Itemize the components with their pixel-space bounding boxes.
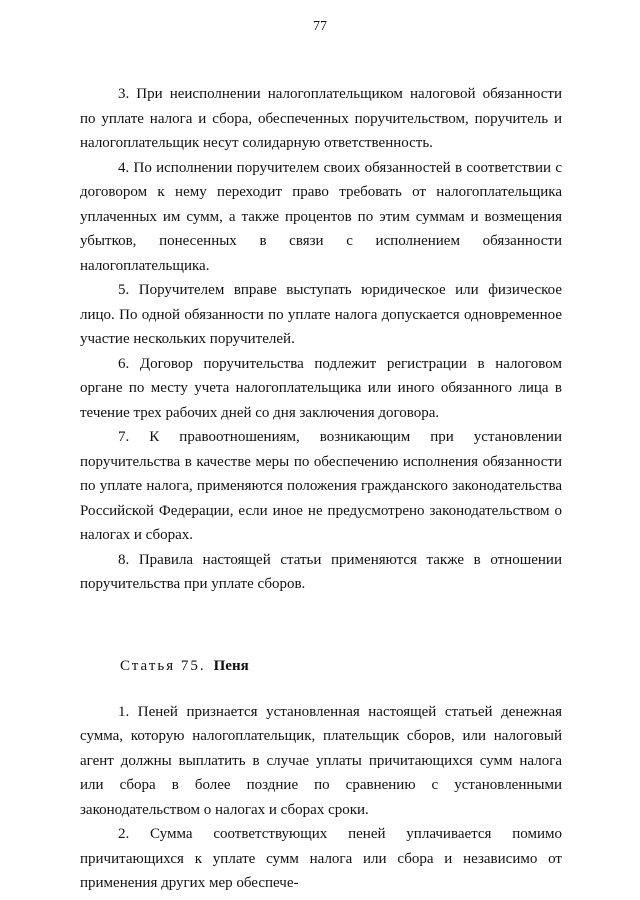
paragraph-4: 4. По исполнении поручителем своих обязанностей в соответствии с договором к нему переходит право требовать от налогоплательщика уплаченных им сумм, а также процентов по этим суммам и возмещения убытков, понесенных в связи с исполнением обязанности налогоплательщика. <box>80 159 562 274</box>
article-heading <box>80 656 562 676</box>
article-75-paragraph-1: 1. Пеней признается установленная настоящей статьей денежная сумма, которую налогоплательщик, плательщик сборов, или налоговый агент должны выплатить в случае уплаты причитающихся сумм налога или сбора в более поздние по сравнению с установленными законодательством о налогах и сборах сроки. <box>80 703 562 818</box>
page-number: 77 <box>313 19 327 34</box>
paragraph-5: 5. Поручителем вправе выступать юридическое или физическое лицо. По одной обязанности по уплате налога допускается одновременное участие нескольких поручителей. <box>80 282 562 347</box>
paragraph-3: 3. При неисполнении налогоплательщиком налоговой обязанности по уплате налога и сбора, обеспеченных поручительством, поручитель и налогоплательщик несут солидарную ответственность. <box>80 86 562 151</box>
paragraph-7: 7. К правоотношениям, возникающим при установлении поручительства в качестве меры по обеспечению исполнения обязанности по уплате налога, применяются положения гражданского законодательства Российской Федерации, если иное не предусмотрено законодательством о налогах и сборах. <box>80 429 562 543</box>
paragraph-6: 6. Договор поручительства подлежит регистрации в налоговом органе по месту учета налогоплательщика или иного обязанного лица в течение трех рабочих дней со дня заключения договора. <box>80 355 562 421</box>
article-75-paragraph-2: 2. Сумма соответствующих пеней уплачивается помимо причитающихся к уплате сумм налога или сбора и независимо от применения других мер обеспече- <box>80 826 562 891</box>
paragraph-8: 8. Правила настоящей статьи применяются также в отношении поручительства при уплате сборов. <box>80 551 562 592</box>
article-title: Пеня <box>213 657 249 674</box>
document-body <box>80 82 562 896</box>
article-number: Статья 75. <box>120 657 206 674</box>
